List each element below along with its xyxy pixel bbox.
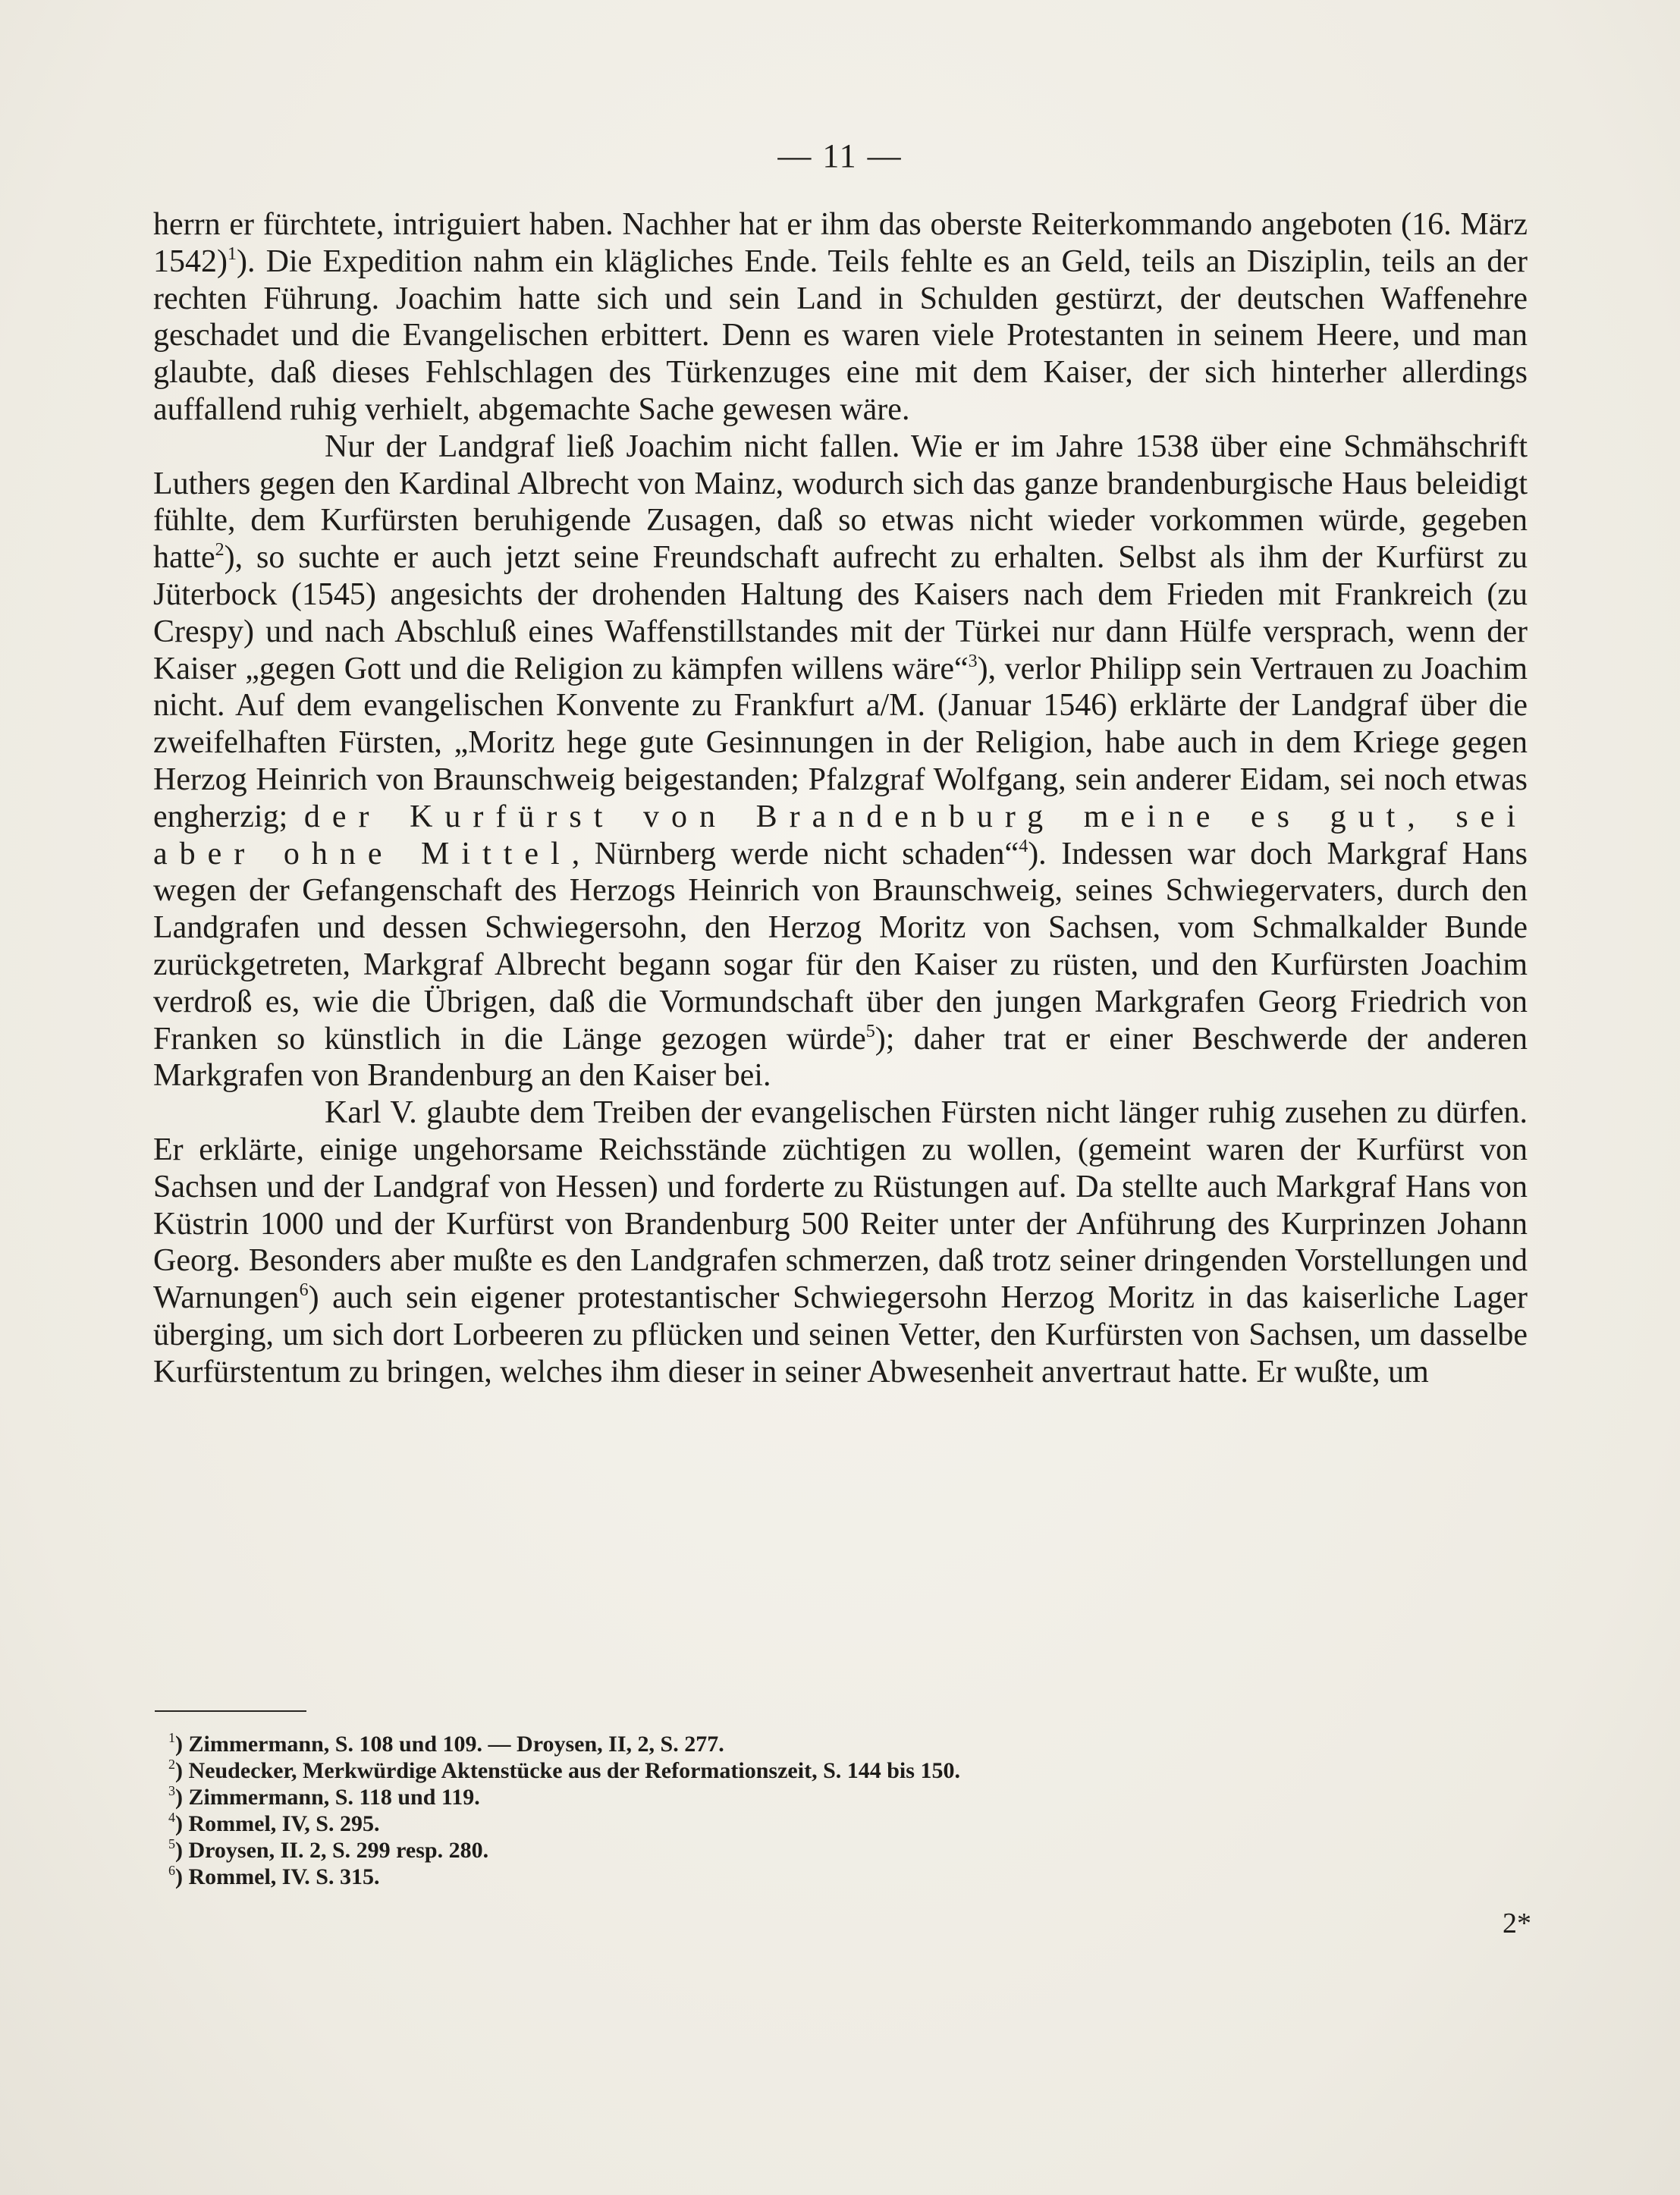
footnote-ref-3: 3: [968, 651, 978, 671]
footnote-text: ) Rommel, IV. S. 315.: [175, 1864, 380, 1889]
footnote-ref-2: 2: [215, 540, 225, 561]
text-segment: herrn er fürchtete, intriguiert haben. Nachher hat er ihm das oberste Reiterkommando angeboten (16. März 1542): [153, 207, 1528, 279]
text-segment: ); daher trat er einer Beschwerde der anderen Markgrafen von Brandenburg an den Kaiser bei.: [153, 1021, 1528, 1094]
footnote-text: ) Droysen, II. 2, S. 299 resp. 280.: [175, 1838, 489, 1863]
footnote-mark: 3: [168, 1783, 175, 1798]
text-segment: ). Die Expedition nahm ein klägliches Ende. Teils fehlte es an Geld, teils an Disziplin, teils an der rechten Führung. Joachim hatte sich und sein Land in Schulden gestürzt, der deutschen Waffenehre geschadet und die Evangelischen erbittert. Denn es waren viele Protestanten in seinem Heere, und man glaubte, daß dieses Fehlschlagen des Türkenzuges eine mit dem Kaiser, der sich hinterher allerdings auffallend ruhig verhielt, abgemachte Sache gewesen wäre.: [153, 243, 1528, 427]
footnote-mark: 4: [168, 1810, 175, 1825]
footnote-1: [168, 1731, 1496, 1757]
paragraph-3: [153, 1094, 1528, 1390]
body-text: [153, 206, 1528, 1391]
footnote-mark: 2: [168, 1757, 175, 1772]
text-segment: ) auch sein eigener protestantischer Schwiegersohn Herzog Moritz in das kaiserliche Lager überging, um sich dort Lorbeeren zu pflücken und seinen Vetter, den Kurfürsten von Sachsen, um dasselbe Kurfürstentum zu bringen, welches ihm dieser in seiner Abwesenheit anvertraut hatte. Er wußte, um: [153, 1280, 1528, 1390]
footnote-ref-1: 1: [228, 243, 237, 264]
paragraph-2: [153, 429, 1528, 1094]
footnote-divider: [155, 1710, 306, 1712]
footnote-ref-4: 4: [1019, 836, 1028, 856]
text-segment: Karl V. glaubte dem Treiben der evangelischen Fürsten nicht länger ruhig zusehen zu dürfen. Er erklärte, einige ungehorsame Reichsstände züchtigen zu wollen, (gemeint waren der Kurfürst von Sachsen und der Landgraf von Hessen) und forderte zu Rüstungen auf. Da stellte auch Markgraf Hans von Küstrin 1000 und der Kurfürst von Brandenburg 500 Reiter unter der Anführung des Kurprinzen Johann Georg. Besonders aber mußte es den Landgrafen schmerzen, daß trotz seiner dringenden Vorstellungen und Warnungen: [153, 1095, 1528, 1316]
footnote-mark: 6: [168, 1863, 175, 1878]
text-segment: ), verlor Philipp sein Vertrauen zu Joachim nicht. Auf dem evangelischen Konvente zu Frankfurt a/M. (Januar 1546) erklärte der Landgraf über die zweifelhaften Fürsten, „Moritz hege gute Gesinnungen in der Religion, habe auch in dem Kriege gegen Herzog Heinrich von Braunschweig beigestanden; Pfalzgraf Wolfgang, sein anderer Eidam, sei noch etwas engherzig;: [153, 651, 1528, 834]
text-segment: Nur der Landgraf ließ Joachim nicht fallen. Wie er im Jahre 1538 über eine Schmähschrift Luthers gegen den Kardinal Albrecht von Mainz, wodurch sich das ganze brandenburgische Haus beleidigt fühlte, dem Kurfürsten beruhigende Zusagen, daß so etwas nicht wieder vorkommen würde, gegeben hatte: [153, 429, 1528, 576]
footnote-text: ) Rommel, IV, S. 295.: [175, 1811, 380, 1836]
spaced-emphasis: der Kurfürst von Brandenburg meine es gut, sei aber ohne Mittel: [153, 799, 1528, 871]
footnote-4: [168, 1810, 1496, 1837]
footnote-ref-5: 5: [865, 1021, 875, 1041]
text-segment: ). Indessen war doch Markgraf Hans wegen der Gefangenschaft des Herzogs Heinrich von Braunschweig, seines Schwiegervaters, durch den Landgrafen und dessen Schwiegersohn, den Herzog Moritz von Sachsen, vom Schmalkalder Bunde zurückgetreten, Markgraf Albrecht begann sogar für den Kaiser zu rüsten, und den Kurfürsten Joachim verdroß es, wie die Übrigen, daß die Vormundschaft über den jungen Markgrafen Georg Friedrich von Franken so künstlich in die Länge gezogen würde: [153, 836, 1528, 1057]
footnote-text: ) Zimmermann, S. 118 und 119.: [175, 1785, 480, 1810]
footnote-5: [168, 1837, 1496, 1864]
footnote-mark: 1: [168, 1730, 175, 1745]
footnote-6: [168, 1864, 1496, 1890]
footnote-2: [168, 1757, 1496, 1784]
text-segment: ), so suchte er auch jetzt seine Freundschaft aufrecht zu erhalten. Selbst als ihm der Kurfürst zu Jüterbock (1545) angesichts der drohenden Haltung des Kaisers nach dem Frieden mit Frankreich (zu Crespy) und nach Abschluß eines Waffenstillstandes mit der Türkei nur dann Hülfe versprach, wenn der Kaiser „gegen Gott und die Religion zu kämpfen willens wäre“: [153, 540, 1528, 686]
footnote-text: ) Neudecker, Merkwürdige Aktenstücke aus der Reformationszeit, S. 144 bis 150.: [175, 1758, 960, 1783]
footnotes: [168, 1731, 1496, 1890]
text-segment: , Nürnberg werde nicht schaden“: [571, 836, 1019, 871]
signature-mark: 2*: [1503, 1908, 1531, 1939]
footnote-ref-6: 6: [299, 1280, 309, 1301]
paragraph-1: [153, 206, 1528, 429]
footnote-mark: 5: [168, 1836, 175, 1851]
footnote-3: [168, 1784, 1496, 1810]
page-number: — 11 —: [777, 137, 903, 174]
footnote-text: ) Zimmermann, S. 108 und 109. — Droysen, II, 2, S. 277.: [175, 1732, 724, 1757]
